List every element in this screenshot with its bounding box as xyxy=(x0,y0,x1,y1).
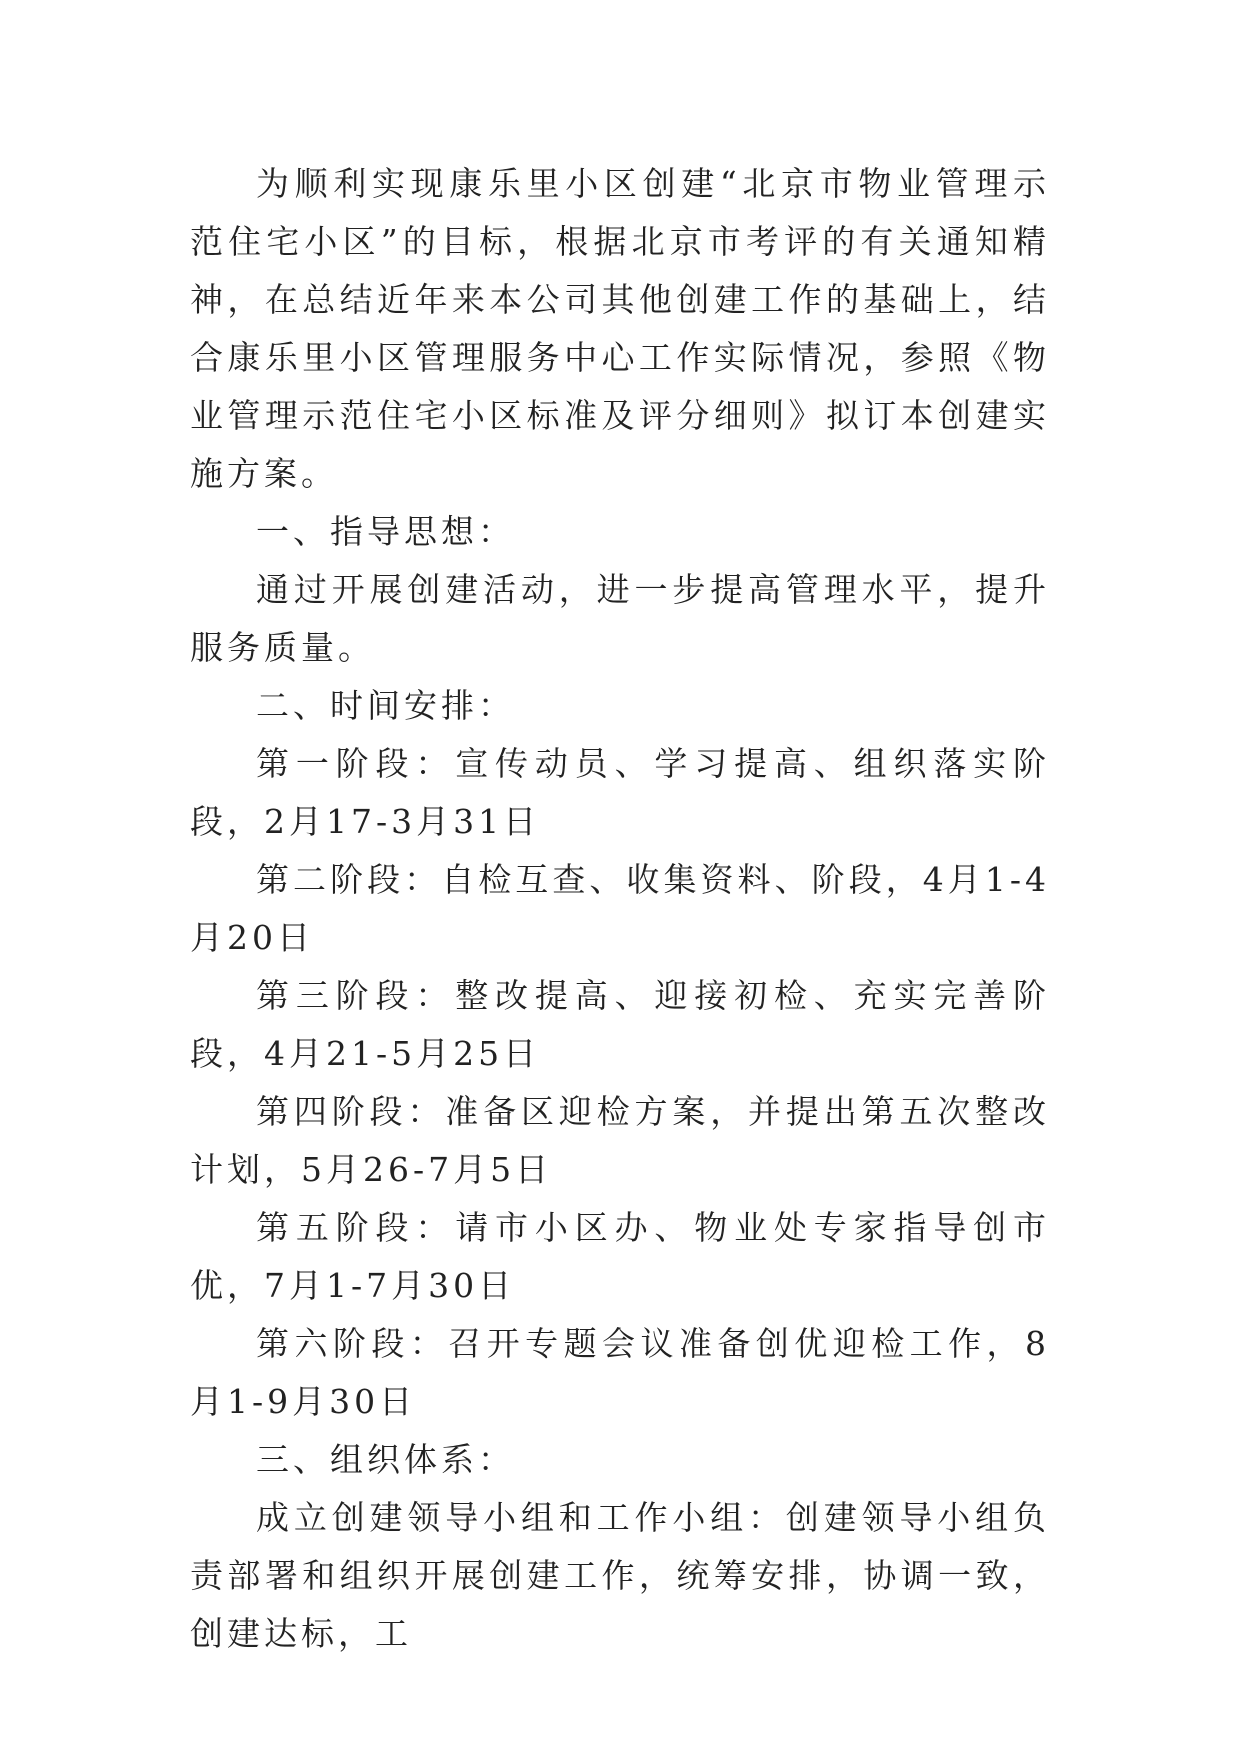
schedule-stage-4: 第四阶段：准备区迎检方案，并提出第五次整改计划，5月26-7月5日 xyxy=(190,1092,1050,1189)
schedule-stage-3: 第三阶段：整改提高、迎接初检、充实完善阶段，4月21-5月25日 xyxy=(190,976,1050,1073)
section-heading-organization: 三、组织体系： xyxy=(256,1440,515,1479)
guiding-ideology-paragraph: 通过开展创建活动，进一步提高管理水平，提升服务质量。 xyxy=(190,570,1050,667)
document-body xyxy=(190,155,1050,1663)
section-heading-schedule: 二、时间安排： xyxy=(256,686,515,725)
organization-paragraph: 成立创建领导小组和工作小组：创建领导小组负责部署和组织开展创建工作，统筹安排，协调一致，创建达标，工 xyxy=(190,1498,1050,1653)
schedule-stage-6: 第六阶段：召开专题会议准备创优迎检工作，8月1-9月30日 xyxy=(190,1324,1050,1421)
section-heading-guiding-ideology: 一、指导思想： xyxy=(256,512,515,551)
schedule-stage-2: 第二阶段：自检互查、收集资料、阶段，4月1-4月20日 xyxy=(190,860,1050,957)
schedule-stage-5: 第五阶段：请市小区办、物业处专家指导创市优，7月1-7月30日 xyxy=(190,1208,1050,1305)
intro-paragraph: 为顺利实现康乐里小区创建“北京市物业管理示范住宅小区”的目标，根据北京市考评的有关通知精神，在总结近年来本公司其他创建工作的基础上，结合康乐里小区管理服务中心工作实际情况，参照《物业管理示范住宅小区标准及评分细则》拟订本创建实施方案。 xyxy=(190,164,1050,493)
schedule-stage-1: 第一阶段：宣传动员、学习提高、组织落实阶段，2月17-3月31日 xyxy=(190,744,1050,841)
